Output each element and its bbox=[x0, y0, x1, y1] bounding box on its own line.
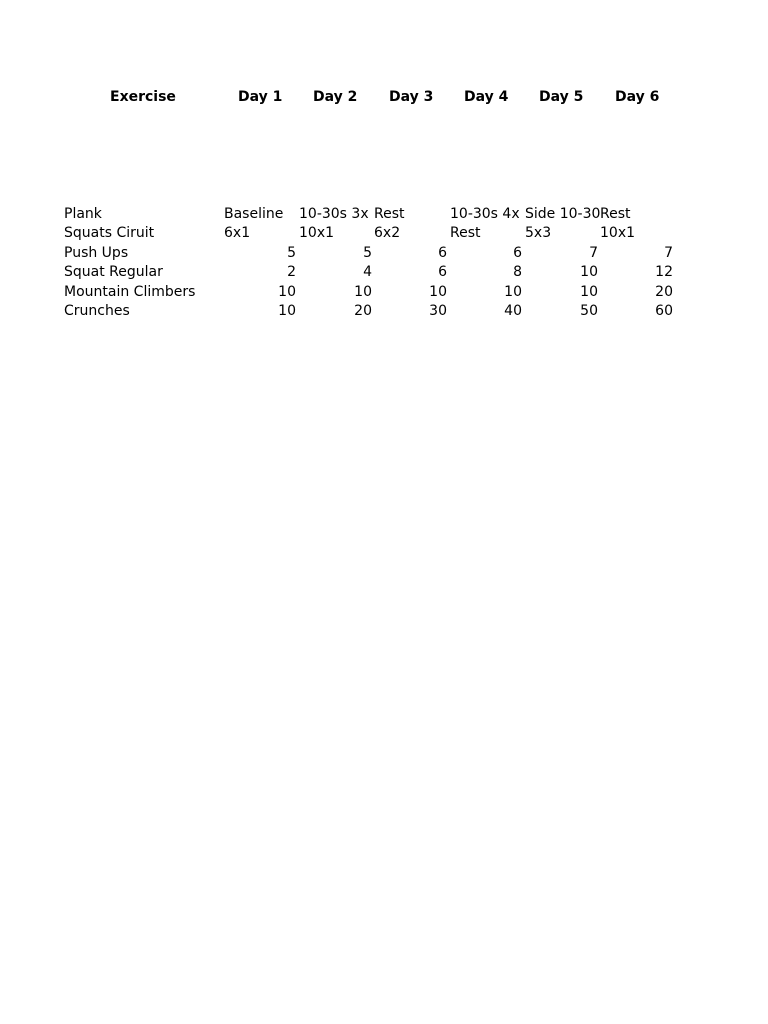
exercise-name: Mountain Climbers bbox=[64, 283, 196, 300]
table-cell: 6 bbox=[438, 264, 447, 281]
header-exercise: Exercise bbox=[110, 89, 176, 105]
table-cell: 8 bbox=[513, 264, 522, 281]
table-cell: 10 bbox=[580, 264, 598, 281]
table-cell: 6x2 bbox=[374, 225, 401, 242]
table-row bbox=[0, 284, 768, 303]
table-row bbox=[0, 303, 768, 322]
table-cell: Baseline bbox=[224, 206, 284, 222]
table-cell: 10 bbox=[429, 283, 447, 300]
table-cell: 10 bbox=[504, 283, 522, 300]
table-cell: 10-30s 3x bbox=[299, 206, 369, 222]
table-row bbox=[0, 245, 768, 264]
table-cell: 20 bbox=[354, 302, 372, 319]
table-cell: 10 bbox=[354, 283, 372, 300]
table-cell: Rest bbox=[450, 225, 481, 242]
header-day-2: Day 2 bbox=[313, 89, 358, 105]
table-cell: 20 bbox=[655, 283, 673, 300]
table-cell: 2 bbox=[287, 264, 296, 281]
table-cell: 30 bbox=[429, 302, 447, 319]
table-cell: 50 bbox=[580, 302, 598, 319]
table-cell: Rest bbox=[600, 206, 631, 222]
exercise-table bbox=[0, 206, 768, 322]
table-cell: 6 bbox=[438, 244, 447, 261]
table-cell: 6 bbox=[513, 244, 522, 261]
table-cell: 40 bbox=[504, 302, 522, 319]
table-cell: Side 10-30 bbox=[525, 206, 601, 222]
table-cell: 7 bbox=[664, 244, 673, 261]
header-day-3: Day 3 bbox=[389, 89, 434, 105]
table-cell: 7 bbox=[589, 244, 598, 261]
table-cell: 10-30s 4x bbox=[450, 206, 520, 222]
table-row bbox=[0, 206, 768, 225]
exercise-name: Crunches bbox=[64, 302, 130, 319]
table-row bbox=[0, 225, 768, 244]
exercise-name: Plank bbox=[64, 206, 102, 222]
table-cell: 10x1 bbox=[299, 225, 335, 242]
table-row bbox=[0, 264, 768, 283]
table-cell: 5 bbox=[363, 244, 372, 261]
table-cell: 5 bbox=[287, 244, 296, 261]
table-cell: 10 bbox=[580, 283, 598, 300]
table-cell: Rest bbox=[374, 206, 405, 222]
table-cell: 4 bbox=[363, 264, 372, 281]
exercise-name: Squats Ciruit bbox=[64, 225, 155, 242]
header-day-5: Day 5 bbox=[539, 89, 584, 105]
table-cell: 10x1 bbox=[600, 225, 636, 242]
table-cell: 60 bbox=[655, 302, 673, 319]
header-day-6: Day 6 bbox=[615, 89, 660, 105]
header-row bbox=[0, 89, 768, 109]
exercise-name: Push Ups bbox=[64, 244, 129, 261]
table-cell: 10 bbox=[278, 302, 296, 319]
table-cell: 12 bbox=[655, 264, 673, 281]
table-cell: 5x3 bbox=[525, 225, 552, 242]
header-day-1: Day 1 bbox=[238, 89, 283, 105]
exercise-name: Squat Regular bbox=[64, 264, 163, 281]
table-cell: 10 bbox=[278, 283, 296, 300]
header-day-4: Day 4 bbox=[464, 89, 509, 105]
table-cell: 6x1 bbox=[224, 225, 251, 242]
